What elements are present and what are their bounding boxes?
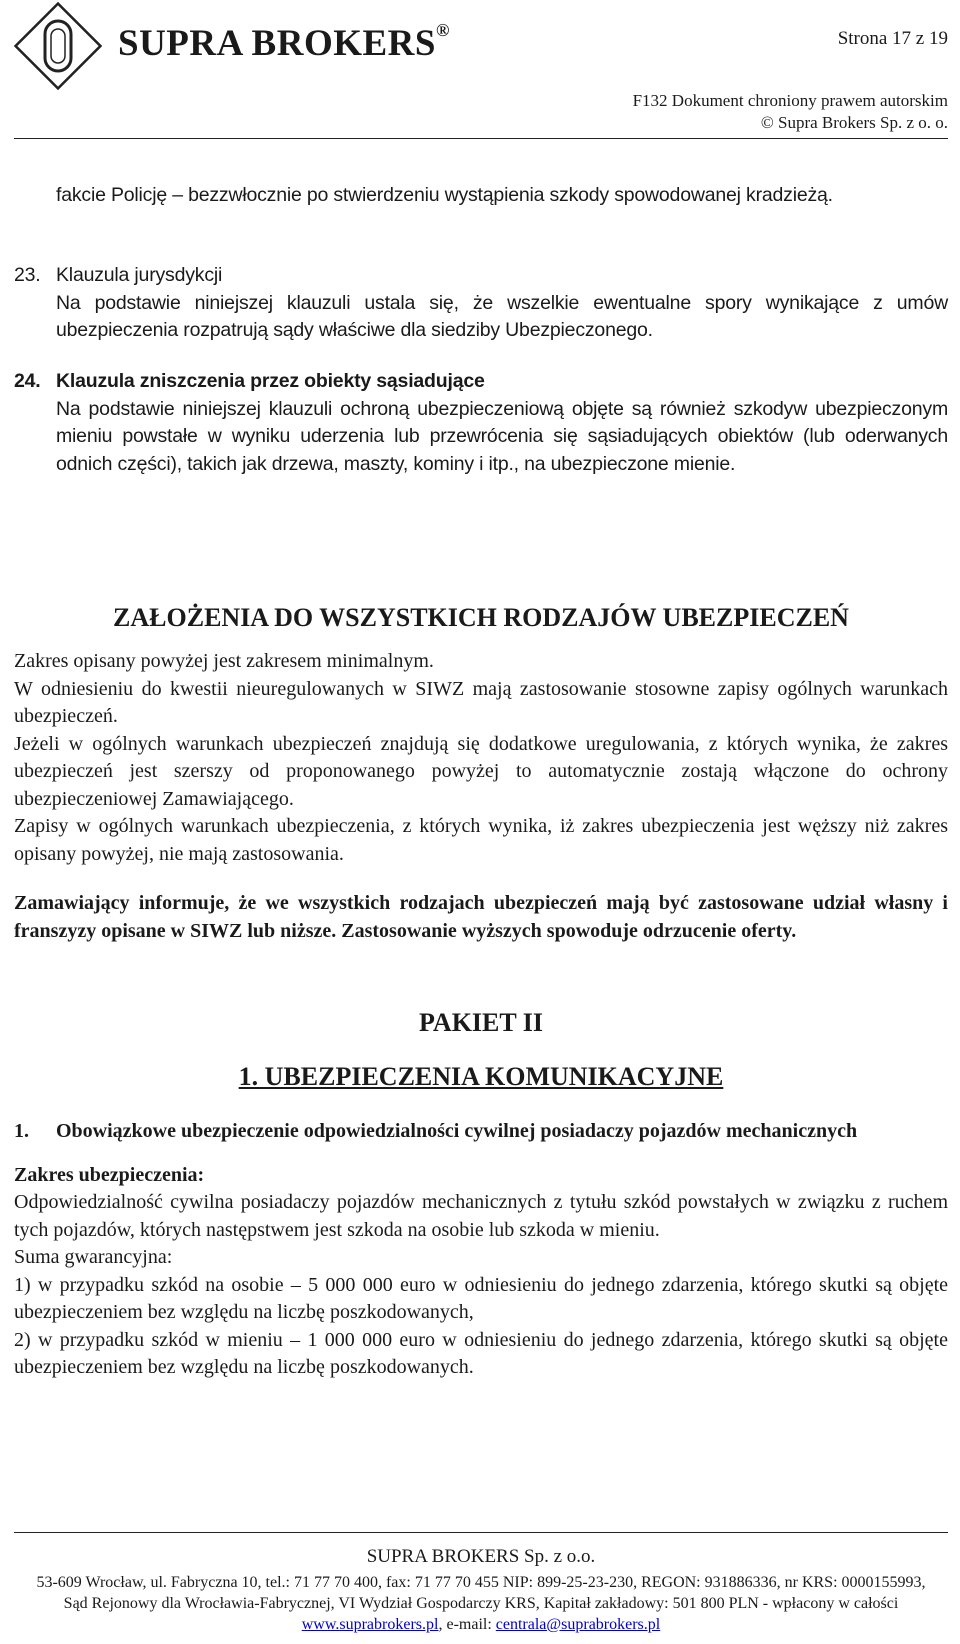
item-1-scope-text: Odpowiedzialność cywilna posiadaczy pojazdów mechanicznych z tytułu szkód powstałych w związku z ruchem tych pojazdów, których następstwem jest szkoda na osobie lub szkoda w mieniu. xyxy=(14,1191,948,1241)
clause-24-number: 24. xyxy=(14,370,41,392)
document-notice-line2: © Supra Brokers Sp. z o. o. xyxy=(760,113,948,132)
item-1-number: 1. xyxy=(14,1120,29,1142)
clause-23-title: Klauzula jurysdykcji xyxy=(56,264,223,286)
clause-23-text: Na podstawie niniejszej klauzuli ustala się, że wszelkie ewentualne spory wynikające z umów ubezpieczenia rozpatrują sądy właściwe dla siedziby Ubezpieczonego. xyxy=(56,291,948,341)
package-section-title xyxy=(14,1062,948,1092)
footer-address: 53-609 Wrocław, ul. Fabryczna 10, tel.: 71 77 70 400, fax: 71 77 70 455 NIP: 899-25-23-230, REGON: 931886336, nr KRS: 0000155993, xyxy=(36,1574,926,1591)
footer-contact xyxy=(14,1615,948,1635)
package-title: PAKIET II xyxy=(418,1008,544,1037)
package-section-text: 1. UBEZPIECZENIA KOMUNIKACYJNE xyxy=(238,1062,724,1091)
clause-24 xyxy=(14,368,948,478)
clause-23-number: 23. xyxy=(14,264,41,286)
clause-23-heading xyxy=(14,262,948,290)
clause-24-title: Klauzula zniszczenia przez obiekty sąsiadujące xyxy=(56,370,485,392)
clause-24-text: Na podstawie niniejszej klauzuli ochroną ubezpieczeniową objęte są również szkodyw ubezpieczonym mieniu powstałe w wyniku uderzenia lub przewrócenia się sąsiadujących obiektów (lub oderwanych odnich części), takich jak drzewa, maszty, kominy i itp., na ubezpieczone mienie. xyxy=(56,397,948,475)
item-1-heading xyxy=(14,1118,948,1146)
item-1-sum-2: 2) w przypadku szkód w mieniu – 1 000 000 euro w odniesieniu do jednego zdarzenia, którego skutki są objęte ubezpieczeniem bez względu na liczbę poszkodowanych. xyxy=(14,1328,948,1378)
website-link[interactable]: www.suprabrokers.pl xyxy=(301,1616,439,1633)
footer-divider xyxy=(14,1532,948,1533)
header-divider xyxy=(14,138,948,139)
page-number: Strona 17 z 19 xyxy=(837,28,948,49)
email-link[interactable]: centrala@suprabrokers.pl xyxy=(495,1616,661,1633)
item-1-sum-1: 1) w przypadku szkód na osobie – 5 000 000 euro w odniesieniu do jednego zdarzenia, którego skutki są objęte ubezpieczeniem bez względu na liczbę poszkodowanych, xyxy=(14,1273,948,1323)
assumptions-p3: Jeżeli w ogólnych warunkach ubezpieczeń znajdują się dodatkowe uregulowania, z których wynika, że zakres ubezpieczeń jest szerszy od proponowanego powyżej to automatycznie zostają włączone do ochrony ubezpieczeniowej Zamawiającego. xyxy=(14,732,948,810)
assumptions-title: ZAŁOŻENIA DO WSZYSTKICH RODZAJÓW UBEZPIECZEŃ xyxy=(113,603,849,632)
brand-name xyxy=(118,19,450,65)
assumptions-p2: W odniesieniu do kwestii nieuregulowanych w SIWZ mają zastosowanie stosowne zapisy ogólnych warunkach ubezpieczeń. xyxy=(14,677,948,727)
document-notice-line1: F132 Dokument chroniony prawem autorskim xyxy=(632,91,948,110)
item-1-sum-label: Suma gwarancyjna: xyxy=(14,1246,173,1268)
assumptions-p4: Zapisy w ogólnych warunkach ubezpieczenia, z których wynika, iż zakres ubezpieczenia jest węższy niż zakres opisany powyżej, nie mają zastosowania. xyxy=(14,815,948,865)
clause-23 xyxy=(14,262,948,345)
item-1-title: Obowiązkowe ubezpieczenie odpowiedzialności cywilnej posiadaczy pojazdów mechanicznych xyxy=(56,1120,858,1142)
intro-paragraph-text: fakcie Policję – bezzwłocznie po stwierdzeniu wystąpienia szkody spowodowanej kradzieżą. xyxy=(56,184,833,206)
supra-brokers-logo-icon xyxy=(14,2,102,90)
clause-24-heading xyxy=(14,368,948,396)
assumptions-p1: Zakres opisany powyżej jest zakresem minimalnym. xyxy=(14,650,434,672)
brand-text: SUPRA BROKERS xyxy=(118,23,436,64)
intro-paragraph xyxy=(14,182,948,210)
document-notice xyxy=(633,90,948,134)
item-1 xyxy=(14,1118,948,1382)
footer-company: SUPRA BROKERS Sp. z o.o. xyxy=(366,1546,596,1567)
assumptions-notice: Zamawiający informuje, że we wszystkich rodzajach ubezpieczeń mają być zastosowane udział własny i franszyzy opisane w SIWZ lub niższe. Zastosowanie wyższych spowoduje odrzucenie oferty. xyxy=(14,892,948,942)
email-label: , e-mail: xyxy=(438,1616,496,1633)
registered-mark: ® xyxy=(435,19,450,40)
footer-registry: Sąd Rejonowy dla Wrocławia-Fabrycznej, VI Wydział Gospodarczy KRS, Kapitał zakładowy: 501 800 PLN - wpłacony w całości xyxy=(63,1595,899,1612)
assumptions-body xyxy=(14,648,948,868)
item-1-scope-label: Zakres ubezpieczenia: xyxy=(14,1163,205,1186)
